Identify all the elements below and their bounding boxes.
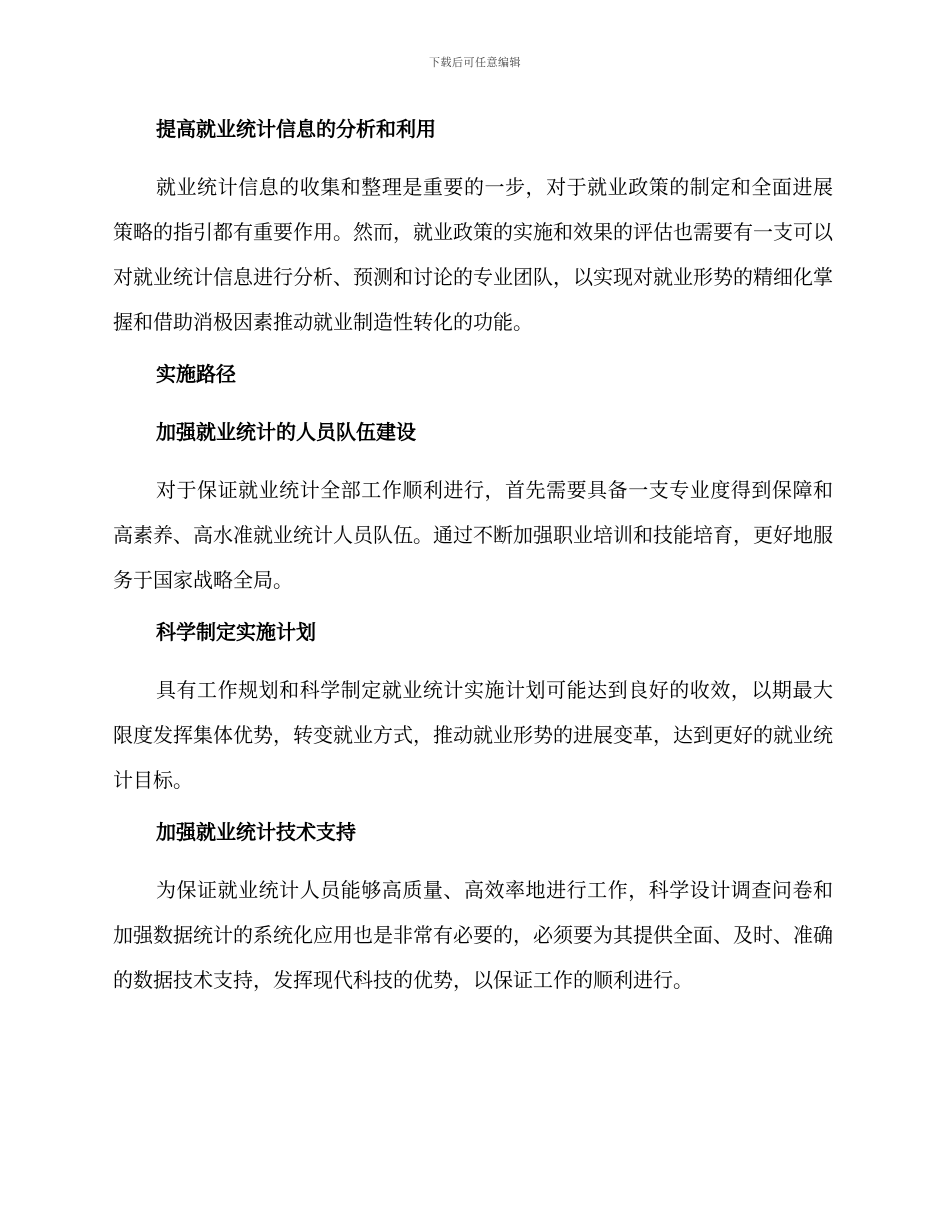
header-note: 下载后可任意编辑 [429,56,521,69]
section-heading-implementation: 实施路径 [156,362,236,386]
paragraph-staff: 对于保证就业统计全部工作顺利进行，首先需要具备一支专业度得到保障和高素养、高水准就业统计人员队伍。通过不断加强职业培训和技能培育，更好地服务于国家战略全局。 [113,478,833,592]
section-heading-staff: 加强就业统计的人员队伍建设 [156,420,416,444]
document-body [113,112,833,1003]
paragraph-plan: 具有工作规划和科学制定就业统计实施计划可能达到良好的收效，以期最大限度发挥集体优势，转变就业方式，推动就业形势的进展变革，达到更好的就业统计目标。 [113,678,833,792]
section-heading-analysis: 提高就业统计信息的分析和利用 [156,117,436,141]
section-heading-plan: 科学制定实施计划 [156,620,316,644]
paragraph-analysis: 就业统计信息的收集和整理是重要的一步，对于就业政策的制定和全面进展策略的指引都有重要作用。然而，就业政策的实施和效果的评估也需要有一支可以对就业统计信息进行分析、预测和讨论的专业团队，以实现对就业形势的精细化掌握和借助消极因素推动就业制造性转化的功能。 [113,175,833,334]
paragraph-tech: 为保证就业统计人员能够高质量、高效率地进行工作，科学设计调查问卷和加强数据统计的系统化应用也是非常有必要的，必须要为其提供全面、及时、准确的数据技术支持，发挥现代科技的优势，以保证工作的顺利进行。 [113,878,833,992]
section-heading-tech: 加强就业统计技术支持 [156,820,356,844]
